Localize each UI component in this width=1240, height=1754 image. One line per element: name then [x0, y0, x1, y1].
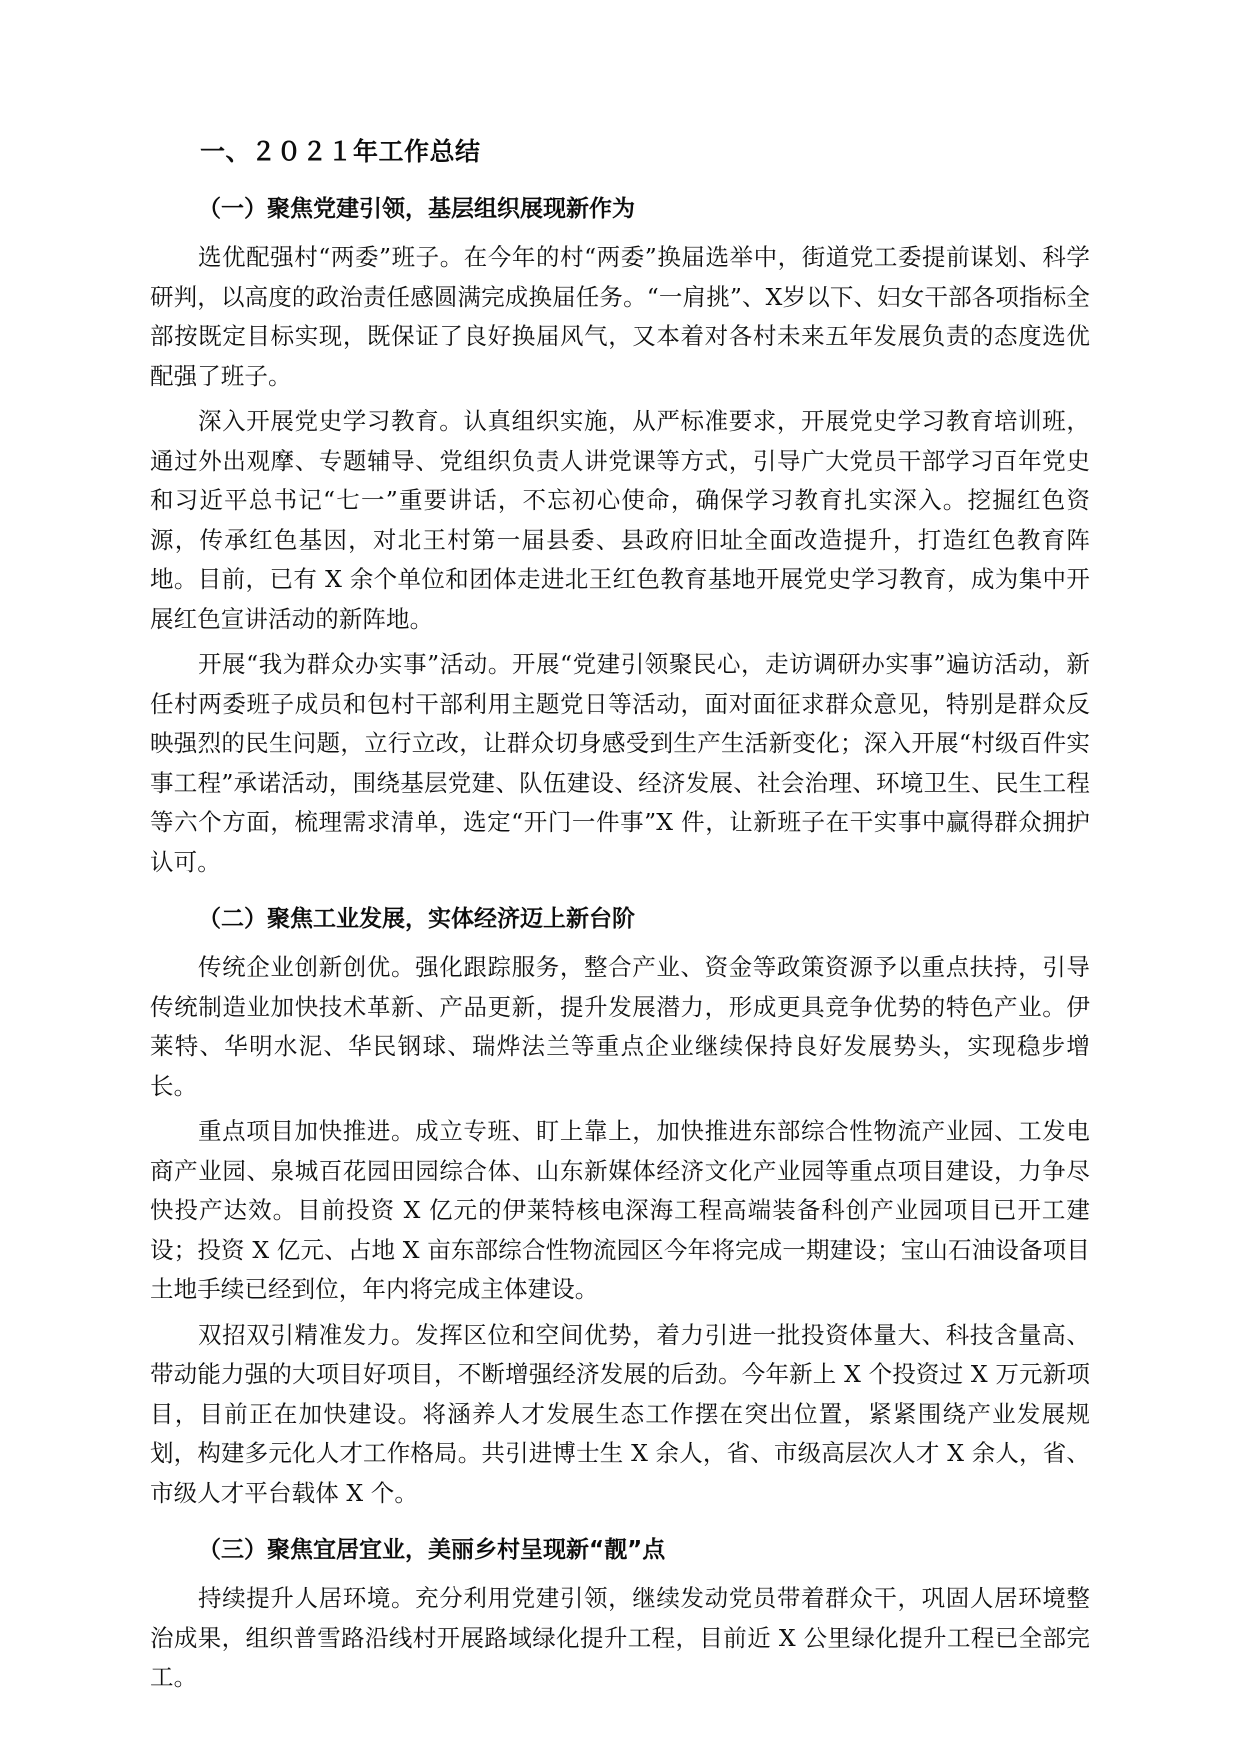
paragraph: 重点项目加快推进。成立专班、盯上靠上，加快推进东部综合性物流产业园、工发电商产业园、泉城百花园田园综合体、山东新媒体经济文化产业园等重点项目建设，力争尽快投产达效。目前投资 X 亿元的伊莱特核电深海工程高端装备科创产业园项目已开工建设；投资 X 亿元、占地 X 亩东部综合性物流园区今年将完成一期建设；宝山石油设备项目土地手续已经到位，年内将完成主体建设。	[150, 1117, 1090, 1303]
subsection-heading-1: （一）聚焦党建引领，基层组织展现新作为	[198, 196, 635, 222]
paragraph: 传统企业创新创优。强化跟踪服务，整合产业、资金等政策资源予以重点扶持，引导传统制造业加快技术革新、产品更新，提升发展潜力，形成更具竞争优势的特色产业。伊莱特、华明水泥、华民钢球、瑞烨法兰等重点企业继续保持良好发展势头，实现稳步增长。	[150, 953, 1090, 1100]
paragraph: 选优配强村“两委”班子。在今年的村“两委”换届选举中，街道党工委提前谋划、科学研判，以高度的政治责任感圆满完成换届任务。“一肩挑”、X岁以下、妇女干部各项指标全部按既定目标实现，既保证了良好换届风气，又本着对各村未来五年发展负责的态度选优配强了班子。	[150, 243, 1090, 390]
section-heading-1: 一、２０２１年工作总结	[200, 137, 481, 166]
document-body	[150, 132, 1090, 1698]
paragraph: 深入开展党史学习教育。认真组织实施，从严标准要求，开展党史学习教育培训班，通过外出观摩、专题辅导、党组织负责人讲党课等方式，引导广大党员干部学习百年党史和习近平总书记“七一”重要讲话，不忘初心使命，确保学习教育扎实深入。挖掘红色资源，传承红色基因，对北王村第一届县委、县政府旧址全面改造提升，打造红色教育阵地。目前，已有 X 余个单位和团体走进北王红色教育基地开展党史学习教育，成为集中开展红色宣讲活动的新阵地。	[150, 407, 1090, 633]
paragraph: 持续提升人居环境。充分利用党建引领，继续发动党员带着群众干，巩固人居环境整治成果，组织普雪路沿线村开展路域绿化提升工程，目前近 X 公里绿化提升工程已全部完工。	[150, 1584, 1090, 1691]
paragraph: 双招双引精准发力。发挥区位和空间优势，着力引进一批投资体量大、科技含量高、带动能力强的大项目好项目，不断增强经济发展的后劲。今年新上 X 个投资过 X 万元新项目，目前正在加快建设。将涵养人才发展生态工作摆在突出位置，紧紧围绕产业发展规划，构建多元化人才工作格局。共引进博士生 X 余人，省、市级高层次人才 X 余人，省、市级人才平台载体 X 个。	[150, 1320, 1090, 1507]
subsection-heading-2: （二）聚焦工业发展，实体经济迈上新台阶	[198, 906, 635, 932]
paragraph: 开展“我为群众办实事”活动。开展“党建引领聚民心，走访调研办实事”遍访活动，新任村两委班子成员和包村干部利用主题党日等活动，面对面征求群众意见，特别是群众反映强烈的民生问题，立行立改，让群众切身感受到生产生活新变化；深入开展“村级百件实事工程”承诺活动，围绕基层党建、队伍建设、经济发展、社会治理、环境卫生、民生工程等六个方面，梳理需求清单，选定“开门一件事”X 件，让新班子在干实事中赢得群众拥护认可。	[150, 650, 1090, 876]
subsection-heading-3: （三）聚焦宜居宜业，美丽乡村呈现新“靓”点	[198, 1537, 666, 1563]
